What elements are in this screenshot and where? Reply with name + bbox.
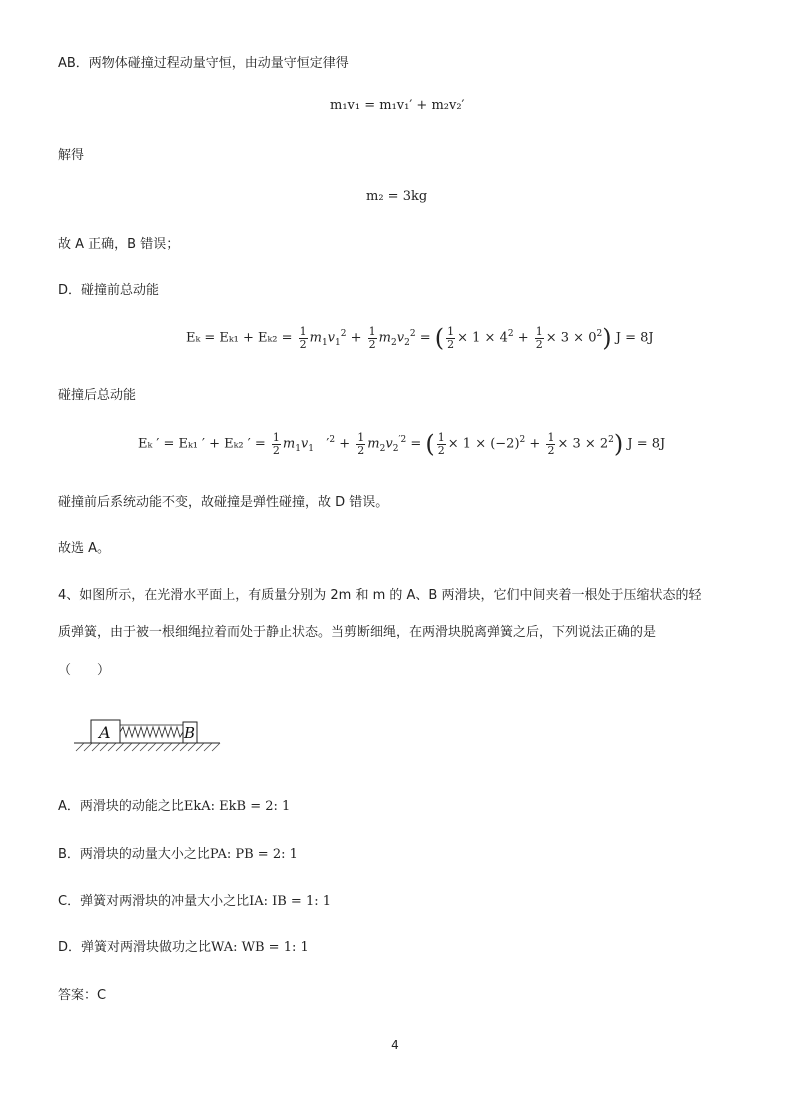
fraction-half: $\frac{1}{2}$ (447, 324, 455, 351)
after-ke-label: 碰撞后总动能 (58, 388, 137, 403)
option-b-formula: PA: PB = 2: 1 (209, 847, 298, 862)
option-b (58, 843, 298, 862)
ke-after-rhs: J = 8J (627, 436, 666, 452)
option-d-formula: WA: WB = 1: 1 (211, 940, 309, 955)
ke-before-equation: Eₖ = Eₖ₁ + Eₖ₂ = $\frac{1}{2}$ $m_1v_1^2$ + $\frac{1}{2}$ $m_2v_2^2$ = ( $\frac{1}{2}$ × $1 \times 4^2$ + $\frac{1}{2}$ × $3 \times 0^2$) J = 8J (186, 324, 654, 352)
fraction-half: $\frac{1}{2}$ (299, 324, 307, 351)
ke-after-equation: Eₖ ′ = Eₖ₁ ′ + Eₖ₂ ′ = $\frac{1}{2}$ $m_1v_1$ $'^2$ + $\frac{1}{2}$ $m_2v_2^{'2}$ = ( $\frac{1}{2}$ × $1 \times (-2)^2$ + $\frac{1}{2}$ × $3 \times 2^2$) J = 8J (138, 430, 666, 458)
compressed-spring (120, 727, 183, 737)
option-c-formula: IA: IB = 1: 1 (249, 894, 332, 909)
block-a-label: A (99, 723, 111, 742)
answer-line: 答案：C (58, 988, 107, 1003)
fraction-half: $\frac{1}{2}$ (357, 430, 365, 457)
ke-before-lhs: Eₖ = Eₖ₁ + Eₖ₂ = (186, 330, 293, 346)
question-text-line2: 质弹簧，由于被一根细绳拉着而处于静止状态。当剪断细绳，在两滑块脱离弹簧之后，下列说法正确的是 (58, 625, 657, 640)
solution-ab-intro: AB．两物体碰撞过程动量守恒，由动量守恒定律得 (58, 56, 349, 71)
option-b-label: B．两滑块的动量大小之比 (58, 847, 210, 862)
option-a (58, 795, 290, 814)
elastic-conclusion: 碰撞前后系统动能不变，故碰撞是弹性碰撞，故 D 错误。 (58, 495, 389, 510)
option-d-label: D．弹簧对两滑块做功之比 (58, 940, 212, 955)
option-a-formula: EkA: EkB = 2: 1 (183, 799, 291, 814)
fraction-half: $\frac{1}{2}$ (437, 430, 445, 457)
ke-after-lhs: Eₖ ′ = Eₖ₁ ′ + Eₖ₂ ′ = (138, 436, 266, 452)
choose-answer: 故选 A。 (58, 541, 111, 556)
conclusion-ab: 故 A 正确，B 错误； (58, 237, 180, 252)
fraction-half: $\frac{1}{2}$ (272, 430, 280, 457)
option-c-label: C．弹簧对两滑块的冲量大小之比 (58, 894, 250, 909)
solve-label: 解得 (58, 148, 85, 163)
ke-before-rhs: J = 8J (615, 330, 654, 346)
fraction-half: $\frac{1}{2}$ (547, 430, 555, 457)
option-c (58, 890, 331, 909)
answer-blank: （ ） (58, 663, 111, 678)
question-text-line1: 如图所示，在光滑水平面上，有质量分别为 2m 和 m 的 A、B 两滑块，它们中间夹着一根处于压缩状态的轻 (79, 588, 702, 603)
fraction-half: $\frac{1}{2}$ (535, 324, 543, 351)
momentum-equation: m₁v₁ = m₁v₁′ + m₂v₂′ (330, 98, 465, 113)
solution-d-intro: D．碰撞前总动能 (58, 283, 160, 298)
question-line-1 (58, 584, 702, 603)
question-number: 4、 (58, 588, 80, 603)
page-number: 4 (391, 1038, 399, 1052)
ground-hatching (76, 743, 220, 751)
mass-result-equation: m₂ = 3kg (366, 189, 428, 204)
block-b-label: B (184, 724, 196, 742)
option-d (58, 936, 309, 955)
fraction-half: $\frac{1}{2}$ (368, 324, 376, 351)
spring-blocks-figure (74, 716, 222, 754)
option-a-label: A．两滑块的动能之比 (58, 799, 184, 814)
